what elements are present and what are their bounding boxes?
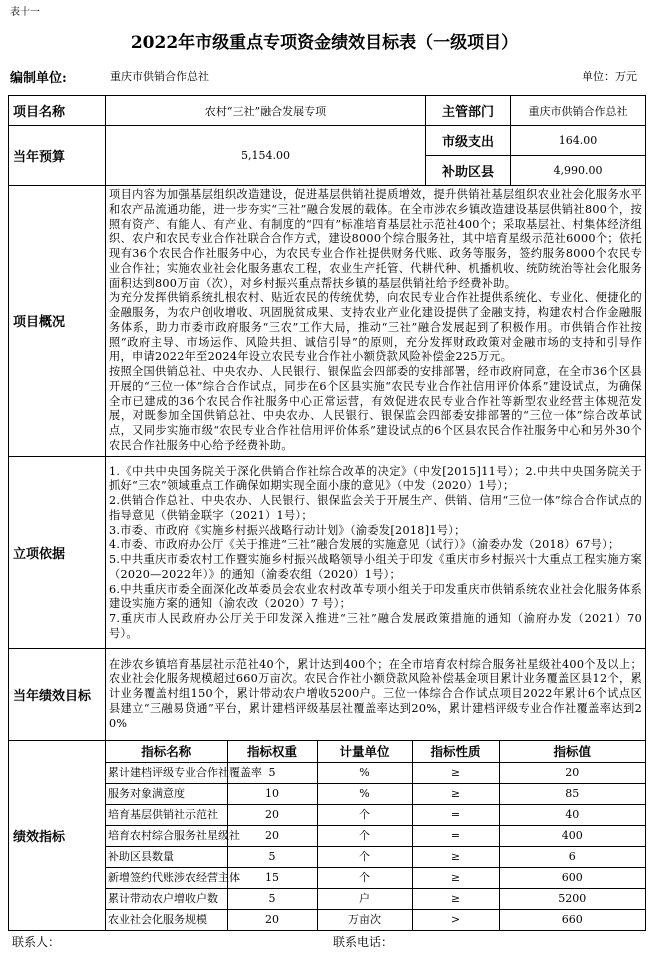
indicators-header-row bbox=[106, 741, 645, 762]
indicator-weight: 5 bbox=[227, 762, 317, 783]
indicator-unit: % bbox=[317, 762, 412, 783]
basis-item: 1.《中共中央国务院关于深化供销合作社综合改革的决定》（中发[2015]11号）；2.中共中央国务院关于抓好“三农”领域重点工作确保如期实现全面小康的意见》（中发（2020）1号）； bbox=[109, 464, 642, 493]
indicator-nature: = bbox=[412, 825, 499, 846]
table-row bbox=[106, 762, 645, 783]
header-weight: 指标权重 bbox=[227, 741, 317, 762]
table-number: 表十一 bbox=[10, 7, 40, 18]
indicator-nature: ≥ bbox=[412, 762, 499, 783]
indicators-cell bbox=[106, 741, 646, 931]
indicator-unit: 户 bbox=[317, 888, 412, 909]
indicators-label: 绩效指标 bbox=[9, 741, 106, 931]
indicator-unit: 个 bbox=[317, 804, 412, 825]
indicator-value: 600 bbox=[499, 867, 645, 888]
indicator-weight: 5 bbox=[227, 888, 317, 909]
footer bbox=[0, 933, 649, 953]
district-label: 补助区县 bbox=[426, 156, 511, 186]
district: 4,990.00 bbox=[511, 156, 646, 186]
indicator-unit: % bbox=[317, 783, 412, 804]
indicator-nature: ≥ bbox=[412, 867, 499, 888]
indicator-nature: > bbox=[412, 909, 499, 930]
indicator-unit: 个 bbox=[317, 867, 412, 888]
indicator-weight: 20 bbox=[227, 825, 317, 846]
header-nature: 指标性质 bbox=[412, 741, 499, 762]
indicator-weight: 20 bbox=[227, 804, 317, 825]
city-exp: 164.00 bbox=[511, 126, 646, 156]
table-row bbox=[106, 783, 645, 804]
basis-item: 2.供销合作总社、中央农办、人民银行、银保监会关于开展生产、供销、信用“三位一体”综合合作试点的指导意见（供销金联字（2021）1号）； bbox=[109, 494, 642, 522]
project-name: 农村“三社”融合发展专项 bbox=[106, 96, 426, 126]
basis-item: 3.市委、市政府《实施乡村振兴战略行动计划》（渝委发[2018]1号）； bbox=[109, 523, 466, 537]
indicator-name: 新增签约代账涉农经营主体 bbox=[106, 867, 227, 888]
goal-text: 在涉农乡镇培育基层社示范社40个，累计达到400个；在全市培育农村综合服务社星级社400个及以上；农业社会化服务规模超过660万亩次。农民合作社小额贷款风险补偿基金项目累计业务覆盖区县12个，累计业务覆盖村组150个，累计带动农户增收5200户。三位一体综合合作试点项目2022年累计6个试点区县建立“三融易贷通”平台，累计建档评级基层社覆盖率达到20%，累计建档评级专业合作社覆盖率达到20% bbox=[109, 657, 642, 730]
city-exp-label: 市级支出 bbox=[426, 126, 511, 156]
indicator-name: 培育基层供销社示范社 bbox=[106, 804, 227, 825]
basis-item: 5.中共重庆市委农村工作暨实施乡村振兴战略领导小组关于印发《重庆市乡村振兴十大重点工程实施方案（2020—2022年）》的通知（渝委农组（2020）1号）； bbox=[109, 553, 642, 581]
header-unit: 计量单位 bbox=[317, 741, 412, 762]
indicator-nature: ≥ bbox=[412, 888, 499, 909]
indicator-weight: 20 bbox=[227, 909, 317, 930]
indicator-name: 培育农村综合服务社星级社 bbox=[106, 825, 227, 846]
indicator-nature: ≥ bbox=[412, 783, 499, 804]
table-row bbox=[106, 909, 645, 930]
goal-row bbox=[9, 648, 646, 741]
indicator-weight: 15 bbox=[227, 867, 317, 888]
indicator-value: 6 bbox=[499, 846, 645, 867]
phone-label: 联系电话： bbox=[333, 935, 394, 950]
indicator-value: 400 bbox=[499, 825, 645, 846]
budget: 5,154.00 bbox=[106, 126, 426, 186]
dept-label: 主管部门 bbox=[426, 96, 511, 126]
overview-row bbox=[9, 186, 646, 457]
goal-label: 当年绩效目标 bbox=[9, 648, 106, 741]
org-label: 编制单位: bbox=[10, 71, 67, 86]
indicator-weight: 5 bbox=[227, 846, 317, 867]
basis-label: 立项依据 bbox=[9, 456, 106, 648]
basis-item: 4.市委、市政府办公厅《关于推进“三社”融合发展的实施意见（试行）》（渝委办发（2018）67号）； bbox=[109, 538, 620, 552]
unit-label: 单位：万元 bbox=[582, 70, 637, 83]
table-row bbox=[106, 888, 645, 909]
performance-table bbox=[8, 95, 646, 931]
table-row bbox=[106, 867, 645, 888]
table-row bbox=[106, 804, 645, 825]
table-row bbox=[106, 825, 645, 846]
indicator-value: 5200 bbox=[499, 888, 645, 909]
page-header bbox=[0, 0, 649, 95]
indicator-value: 40 bbox=[499, 804, 645, 825]
indicator-weight: 10 bbox=[227, 783, 317, 804]
goal bbox=[106, 648, 646, 741]
indicator-name: 累计建档评级专业合作社覆盖率 bbox=[106, 762, 227, 783]
header-name: 指标名称 bbox=[106, 741, 227, 762]
org-name: 重庆市供销合作总社 bbox=[110, 70, 209, 83]
basis-item: 6.中共重庆市委全面深化改革委员会农业农村改革专项小组关于印发重庆市供销系统农业社会化服务体系建设实施方案的通知（渝农改（2020）7 号）； bbox=[109, 582, 642, 611]
project-name-row bbox=[9, 96, 646, 126]
contact-label: 联系人： bbox=[12, 935, 61, 950]
indicator-name: 服务对象满意度 bbox=[106, 783, 227, 804]
indicators-row bbox=[9, 741, 646, 931]
page-title: 2022年市级重点专项资金绩效目标表（一级项目） bbox=[130, 33, 519, 53]
basis-row bbox=[9, 456, 646, 648]
budget-label: 当年预算 bbox=[9, 126, 106, 186]
indicator-unit: 个 bbox=[317, 825, 412, 846]
indicator-value: 85 bbox=[499, 783, 645, 804]
overview-paragraph: 项目内容为加强基层组织改造建设，促进基层供销社提质增效，提升供销社基层组织农业社会化服务水平和农产品流通功能，进一步夯实“三社”融合发展的载体。在全市涉农乡镇改造建设基层供销社800个，按照有资产、有能人、有产业、有制度的“四有”标准培育基层社示范社400个；采取基层社、村集体经济组织、农户和农民专业合作社联合合作方式，建设8000个综合服务社，其中培育星级示范社6000个；依托现有36个农民合作社服务中心，为农民专业合作社提供财务代账、政务等服务，签约服务8000个农民专业合作社；实施农业社会化服务惠农工程，农业生产托管、代耕代种、机播机收、统防统治等社会化服务面积达到800万亩（次），对乡村振兴重点帮扶乡镇的基层供销社给予经费补助。 bbox=[109, 188, 642, 290]
overview-label: 项目概况 bbox=[9, 186, 106, 457]
table-row bbox=[106, 846, 645, 867]
indicator-name: 补助区县数量 bbox=[106, 846, 227, 867]
basis bbox=[106, 456, 646, 648]
indicator-nature: = bbox=[412, 804, 499, 825]
budget-row bbox=[9, 126, 646, 156]
indicator-nature: ≥ bbox=[412, 846, 499, 867]
indicator-unit: 个 bbox=[317, 846, 412, 867]
indicator-name: 累计带动农户增收户数 bbox=[106, 888, 227, 909]
header-value: 指标值 bbox=[499, 741, 645, 762]
indicator-value: 660 bbox=[499, 909, 645, 930]
indicator-unit: 万亩次 bbox=[317, 909, 412, 930]
indicators-table bbox=[106, 741, 645, 930]
project-name-label: 项目名称 bbox=[9, 96, 106, 126]
indicator-name: 农业社会化服务规模 bbox=[106, 909, 227, 930]
basis-item: 7.重庆市人民政府办公厅关于印发深入推进“三社”融合发展政策措施的通知（渝府办发（2021）70号）。 bbox=[109, 612, 642, 640]
overview-paragraph: 为充分发挥供销系统扎根农村、贴近农民的传统优势，向农民专业合作社提供系统化、专业化、便捷化的金融服务，为农户创收增收、巩固脱贫成果、支持农业产业化建设提供了金融支持，构建农村合作金融服务体系，助力市委市政府服务“三农”工作大局，推动“三社”融合发展起到了积极作用。市供销合作社按照“政府主导、市场运作、风险共担、诚信引导”的原则，充分发挥财政政策对金融市场的支持和引导作用，申请2022年至2024年设立农民专业合作社小额贷款风险补偿金225万元。 bbox=[109, 291, 642, 364]
dept: 重庆市供销合作总社 bbox=[511, 96, 646, 126]
overview-paragraph: 按照全国供销总社、中央农办、人民银行、银保监会四部委的安排部署，经市政府同意，在全市36个区县开展的“三位一体”综合合作试点，同步在6个区县实施“农民专业合作社信用评价体系”建设试点，为确保全市已建成的36个农民合作社服务中心正常运营，有效促进农民专业合作社等新型农业经营主体规范发展，对既参加全国供销总社、中央农办、人民银行、银保监会四部委安排部署的“三位一体”综合改革试点，又同步实施市级“农民专业合作社信用评价体系”建设试点的6个区县农民合作社服务中心和另外30个农民合作社服务中心给予经费补助。 bbox=[109, 365, 642, 452]
overview bbox=[106, 186, 646, 457]
indicator-value: 20 bbox=[499, 762, 645, 783]
